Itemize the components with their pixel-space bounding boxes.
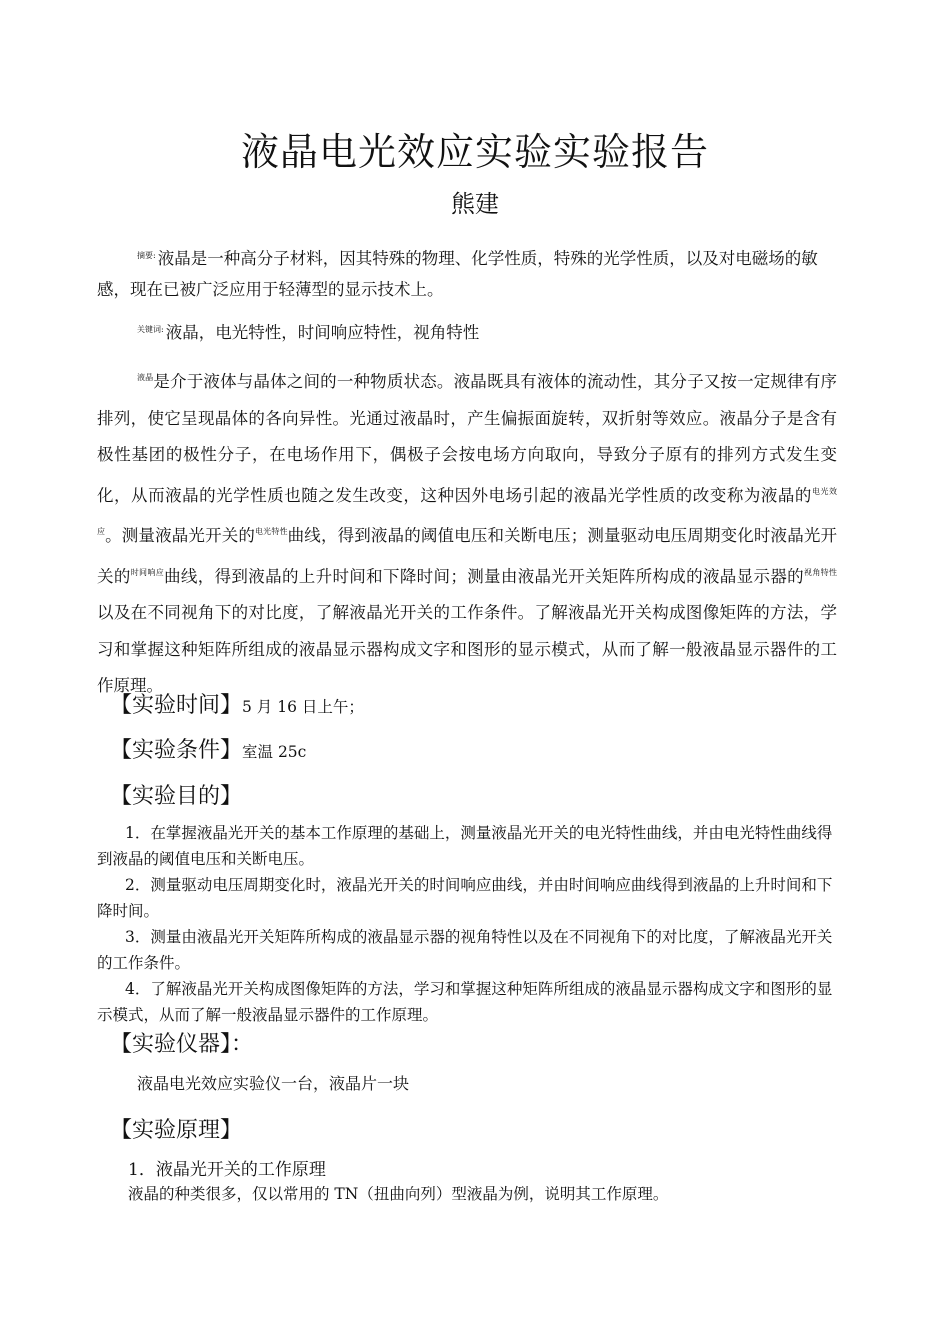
section-time-value: 5 月 16 日上午； xyxy=(242,698,364,716)
intro-tag-viewing-angle: 视角特性 xyxy=(804,567,838,577)
purpose-item: 1．在掌握液晶光开关的基本工作原理的基础上，测量液晶光开关的电光特性曲线，并由电光特性曲线得到液晶的阈值电压和关断电压。 xyxy=(97,824,833,868)
abstract-paragraph xyxy=(97,240,837,305)
section-time xyxy=(110,688,364,719)
principle-text: 液晶的种类很多，仅以常用的 TN（扭曲向列）型液晶为例，说明其工作原理。 xyxy=(128,1185,669,1203)
keywords-text: 液晶，电光特性，时间响应特性，视角特性 xyxy=(165,323,480,342)
intro-text-1: 是介于液体与晶体之间的一种物质状态。液晶既具有液体的流动性，其分子又按一定规律有序排列，使它呈现晶体的各向异性。光通过液晶时，产生偏振面旋转，双折射等效应。液晶分子是含有极性基团的极性分子，在电场作用下，偶极子会按电场方向取向，导致分子原有的排列方式发生变化，从而液晶的光学性质也随之发生改变，这种因外电场引起的液晶光学性质的改变称为液晶的 xyxy=(97,372,838,505)
section-time-label: 【实验时间】 xyxy=(110,693,243,718)
purpose-item: 4．了解液晶光开关构成图像矩阵的方法，学习和掌握这种矩阵所组成的液晶显示器构成文字和图形的显示模式，从而了解一般液晶显示器件的工作原理。 xyxy=(97,980,833,1024)
section-purpose-heading: 【实验目的】 xyxy=(110,784,243,809)
intro-text-4: 曲线，得到液晶的上升时间和下降时间；测量由液晶光开关矩阵所构成的液晶显示器的 xyxy=(164,566,804,586)
intro-text-5: 以及在不同视角下的对比度，了解液晶光开关的工作条件。了解液晶光开关构成图像矩阵的方法，学习和掌握这种矩阵所组成的液晶显示器构成文字和图形的显示模式，从而了解一般液晶显示器件的工作原理。 xyxy=(97,603,837,695)
intro-tag-time-response: 时间响应 xyxy=(130,567,165,577)
intro-tag-electro-optic: 电光效应 xyxy=(97,486,838,536)
purpose-item: 2．测量驱动电压周期变化时，液晶光开关的时间响应曲线，并由时间响应曲线得到液晶的上升时间和下降时间。 xyxy=(97,876,833,920)
intro-text-3: 曲线，得到液晶的阈值电压和关断电压；测量驱动电压周期变化时液晶光开关的 xyxy=(97,526,838,586)
purpose-item: 3．测量由液晶光开关矩阵所构成的液晶显示器的视角特性以及在不同视角下的对比度，了解液晶光开关的工作条件。 xyxy=(97,928,833,972)
instruments-text: 液晶电光效应实验仪一台，液晶片一块 xyxy=(137,1074,410,1093)
section-principle-heading: 【实验原理】 xyxy=(110,1118,243,1143)
intro-tag-liquid-crystal: 液晶 xyxy=(137,373,154,382)
section-condition-value: 室温 25c xyxy=(242,743,307,761)
abstract-text: 液晶是一种高分子材料，因其特殊的物理、化学性质，特殊的光学性质，以及对电磁场的敏感，现在已被广泛应用于轻薄型的显示技术上。 xyxy=(97,249,818,299)
intro-text-2: 。测量液晶光开关的 xyxy=(105,526,256,545)
intro-paragraph xyxy=(97,360,837,705)
purpose-list xyxy=(97,820,837,1028)
keywords-tag: 关键词: xyxy=(137,325,164,334)
section-condition xyxy=(110,733,306,764)
abstract-tag: 摘要: xyxy=(137,251,156,260)
principle-subheading: 1．液晶光开关的工作原理 xyxy=(128,1160,326,1180)
author-name: 熊建 xyxy=(451,190,499,218)
keywords-line xyxy=(137,314,837,348)
section-condition-label: 【实验条件】 xyxy=(110,738,243,763)
document-title: 液晶电光效应实验实验报告 xyxy=(240,130,709,175)
intro-tag-electro-optic-property: 电光特性 xyxy=(255,527,288,536)
section-instruments-heading: 【实验仪器】： xyxy=(110,1032,254,1057)
